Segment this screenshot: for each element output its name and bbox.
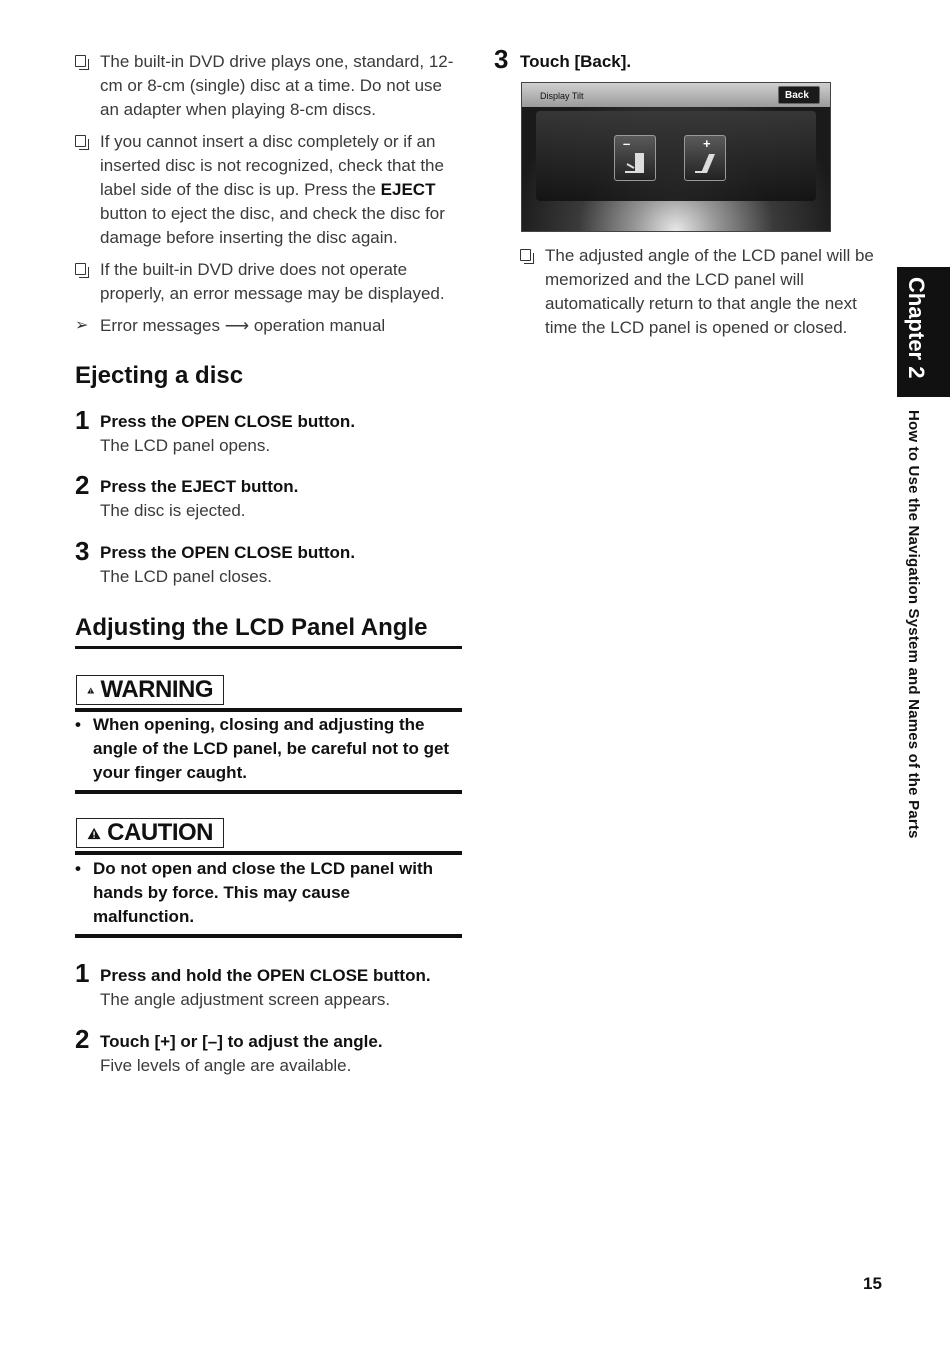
lcd-step-1 <box>75 958 467 1014</box>
caution-badge <box>76 818 224 848</box>
tilt-up-icon <box>693 150 719 176</box>
section-heading-lcd: Adjusting the LCD Panel Angle <box>75 614 428 641</box>
warning-icon <box>87 680 95 701</box>
caution-icon <box>87 823 101 844</box>
eject-step-1 <box>75 405 467 461</box>
step-description: Five levels of angle are available. <box>100 1056 352 1075</box>
step-description: The LCD panel closes. <box>100 567 272 586</box>
note-dvd-disc <box>75 50 467 122</box>
section-heading-eject: Ejecting a disc <box>75 362 244 389</box>
bullet-icon: • <box>75 859 81 878</box>
note-text: If you cannot insert a disc completely or if an inserted disc is not recognized, check that the label side of the disc is up. Press the EJECT button to eject the disc, and check the disc for damage before inserting the disc again. <box>100 132 445 247</box>
screen-panel <box>536 111 816 201</box>
eject-step-2 <box>75 470 467 526</box>
chapter-title: How to Use the Navigation System and Names of the Parts <box>905 410 922 839</box>
caution-bottom-rule <box>75 934 462 938</box>
tilt-minus-button[interactable] <box>614 135 656 181</box>
warning-label: WARNING <box>100 676 213 703</box>
step-number: 2 <box>75 470 90 500</box>
warning-badge <box>76 675 224 705</box>
note-checkbox-icon <box>75 135 86 147</box>
caution-label: CAUTION <box>107 819 213 846</box>
step-title: Press and hold the OPEN CLOSE button. <box>100 966 431 985</box>
lcd-step-2 <box>75 1024 467 1080</box>
step-title: Touch [+] or [–] to adjust the angle. <box>100 1032 383 1051</box>
minus-label: – <box>623 136 631 151</box>
warning-text: When opening, closing and adjusting the angle of the LCD panel, be careful not to get your finger caught. <box>93 715 450 782</box>
page-number: 15 <box>863 1274 882 1293</box>
note-text: The adjusted angle of the LCD panel will be memorized and the LCD panel will automatically return to that angle the next time the LCD panel is opened or closed. <box>545 246 874 337</box>
step-number: 3 <box>494 44 509 74</box>
note-insert-disc <box>75 130 467 250</box>
cross-ref-text: Error messages <box>100 316 220 335</box>
display-tilt-screenshot <box>521 82 831 232</box>
warning-text-block <box>75 713 462 785</box>
chapter-tab <box>897 267 950 397</box>
chapter-label: Chapter 2 <box>904 277 929 379</box>
step-title: Press the OPEN CLOSE button. <box>100 412 356 431</box>
plus-label: + <box>703 136 711 151</box>
right-arrow-icon: ⟶ <box>224 316 250 335</box>
tilt-down-icon <box>623 150 649 176</box>
step-number: 2 <box>75 1024 90 1054</box>
back-button-label: Back <box>785 90 809 101</box>
note-checkbox-icon <box>75 55 86 67</box>
step-title: Press the EJECT button. <box>100 477 299 496</box>
heading-underline <box>75 646 462 649</box>
caution-top-rule <box>75 851 462 855</box>
note-text: The built-in DVD drive plays one, standard, 12-cm or 8-cm (single) disc at a time. Do not use an adapter when playing 8-cm discs. <box>100 52 454 119</box>
cross-ref-target: operation manual <box>253 316 386 335</box>
step-description: The angle adjustment screen appears. <box>100 990 391 1009</box>
back-button[interactable] <box>778 86 820 104</box>
warning-top-rule <box>75 708 462 712</box>
tilt-plus-button[interactable] <box>684 135 726 181</box>
step-description: The LCD panel opens. <box>100 436 271 455</box>
eject-step-3 <box>75 536 467 592</box>
bullet-icon: • <box>75 715 81 734</box>
note-lcd-memory <box>520 244 885 340</box>
cross-reference <box>75 314 467 340</box>
step-description: The disc is ejected. <box>100 501 246 520</box>
cross-ref-arrow-icon: ➢ <box>75 317 89 334</box>
step-number: 1 <box>75 958 90 988</box>
note-checkbox-icon <box>520 249 531 261</box>
step-number: 3 <box>75 536 90 566</box>
screen-title: Display Tilt <box>540 91 584 101</box>
caution-text: Do not open and close the LCD panel with hands by force. This may cause malfunction. <box>93 859 434 926</box>
warning-bottom-rule <box>75 790 462 794</box>
note-checkbox-icon <box>75 263 86 275</box>
note-error-message <box>75 258 467 306</box>
step-number: 1 <box>75 405 90 435</box>
step-title: Press the OPEN CLOSE button. <box>100 543 356 562</box>
caution-text-block <box>75 857 462 929</box>
note-text: If the built-in DVD drive does not operate properly, an error message may be displayed. <box>100 260 445 303</box>
step-title: Touch [Back]. <box>520 52 632 71</box>
right-step-3 <box>494 44 874 76</box>
eject-key-label: EJECT <box>380 180 436 199</box>
